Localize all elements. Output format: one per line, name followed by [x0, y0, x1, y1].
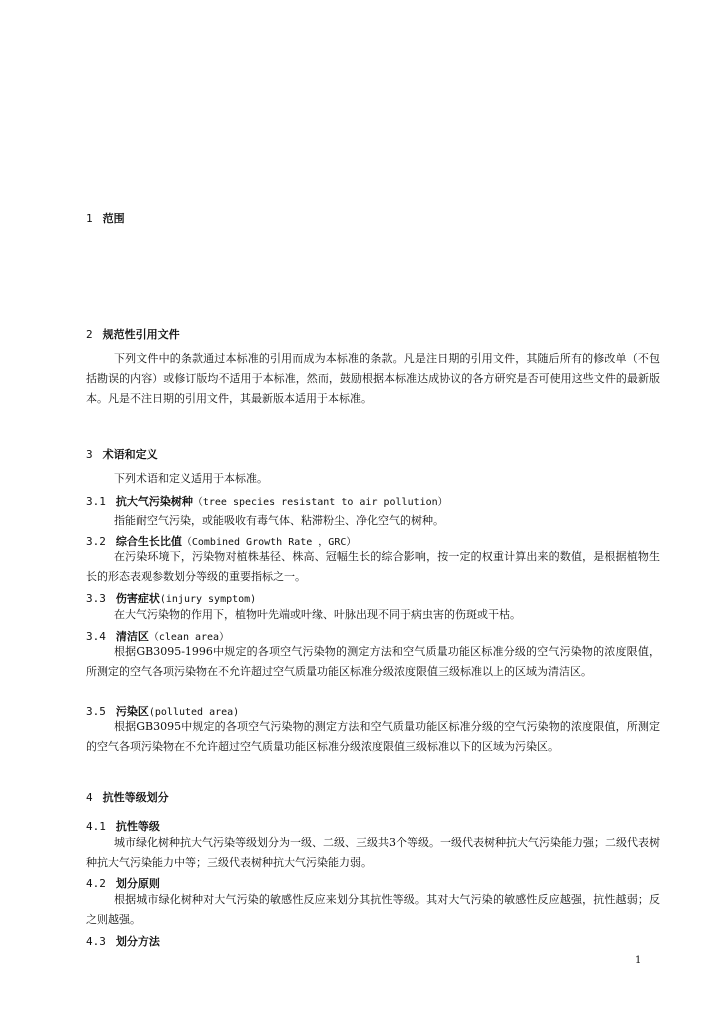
subsection-4-2-heading: [86, 875, 160, 891]
section-2-paragraph: 下列文件中的条款通过本标准的引用而成为本标准的条款。凡是注日期的引用文件，其随后所有的修改单（不包括勘误的内容）或修订版均不适用于本标准，然而，鼓励根据本标准达成协议的各方研究是否可使用这些文件的最新版本。凡是不注日期的引用文件，其最新版本适用于本标准。: [86, 352, 660, 405]
term-3-1-definition: 指能耐空气污染，或能吸收有毒气体、粘滞粉尘、净化空气的树种。: [114, 514, 444, 527]
term-title: 抗大气污染树种: [115, 495, 193, 508]
term-3-1-heading: [86, 493, 448, 509]
term-english: （Combined Growth Rate ，GRC）: [181, 537, 357, 548]
subsection-4-1-paragraph: 城市绿化树种抗大气污染等级划分为一级、二级、三级共3个等级。一级代表树种抗大气污染能力强；二级代表树种抗大气污染能力中等；三级代表树种抗大气污染能力弱。: [86, 836, 660, 869]
section-title: 范围: [102, 212, 125, 225]
section-number: 2: [86, 328, 93, 341]
subsection-number: 4.3: [86, 935, 106, 948]
term-title: 污染区: [115, 705, 149, 718]
term-title: 伤害症状: [115, 592, 160, 605]
term-title: 综合生长比值: [115, 535, 182, 548]
term-number: 3.1: [86, 495, 106, 508]
term-3-3-heading: [86, 590, 256, 606]
section-title: 术语和定义: [102, 448, 158, 461]
subsection-title: 划分原则: [115, 877, 160, 890]
section-title: 抗性等级划分: [102, 791, 169, 804]
term-english: (polluted area): [148, 707, 240, 718]
subsection-number: 4.2: [86, 877, 106, 890]
term-english: （tree species resistant to air pollution）: [192, 497, 448, 508]
term-number: 3.4: [86, 630, 106, 643]
section-number: 3: [86, 448, 93, 461]
subsection-number: 4.1: [86, 820, 106, 833]
term-3-3-definition: 在大气污染物的作用下，植物叶先端或叶缘、叶脉出现不同于病虫害的伤斑或干枯。: [114, 608, 521, 621]
term-3-2-definition: 在污染环境下，污染物对植株基径、株高、冠幅生长的综合影响，按一定的权重计算出来的数值，是根据植物生长的形态表观参数划分等级的重要指标之一。: [86, 550, 660, 583]
term-number: 3.5: [86, 705, 106, 718]
term-english: （clean area）: [148, 632, 230, 643]
section-title: 规范性引用文件: [102, 328, 180, 341]
section-2-heading: [86, 326, 180, 342]
subsection-title: 划分方法: [115, 935, 160, 948]
section-number: 4: [86, 791, 93, 804]
section-number: 1: [86, 212, 93, 225]
term-3-4-definition: 根据GB3095-1996中规定的各项空气污染物的测定方法和空气质量功能区标准分级的空气污染物的浓度限值，所测定的空气各项污染物在不允许超过空气质量功能区标准分级浓度限值三级标准以上的区域为清洁区。: [86, 645, 660, 678]
subsection-title: 抗性等级: [115, 820, 160, 833]
section-4-heading: [86, 789, 169, 805]
term-english: (injury symptom): [159, 594, 257, 605]
subsection-4-2-paragraph: 根据城市绿化树种对大气污染的敏感性反应来划分其抗性等级。其对大气污染的敏感性反应越强，抗性越弱；反之则越强。: [86, 893, 660, 926]
subsection-4-3-heading: [86, 933, 160, 949]
term-number: 3.2: [86, 535, 106, 548]
section-3-heading: [86, 446, 158, 462]
page-number: 1: [635, 955, 642, 966]
term-title: 清洁区: [115, 630, 149, 643]
section-1-heading: [86, 210, 125, 226]
term-number: 3.3: [86, 592, 106, 605]
term-3-5-definition: 根据GB3095中规定的各项空气污染物的测定方法和空气质量功能区标准分级的空气污染物的浓度限值，所测定的空气各项污染物在不允许超过空气质量功能区标准分级浓度限值三级标准以下的区域为污染区。: [86, 720, 660, 753]
section-3-intro: 下列术语和定义适用于本标准。: [114, 472, 268, 485]
subsection-4-1-heading: [86, 818, 160, 834]
